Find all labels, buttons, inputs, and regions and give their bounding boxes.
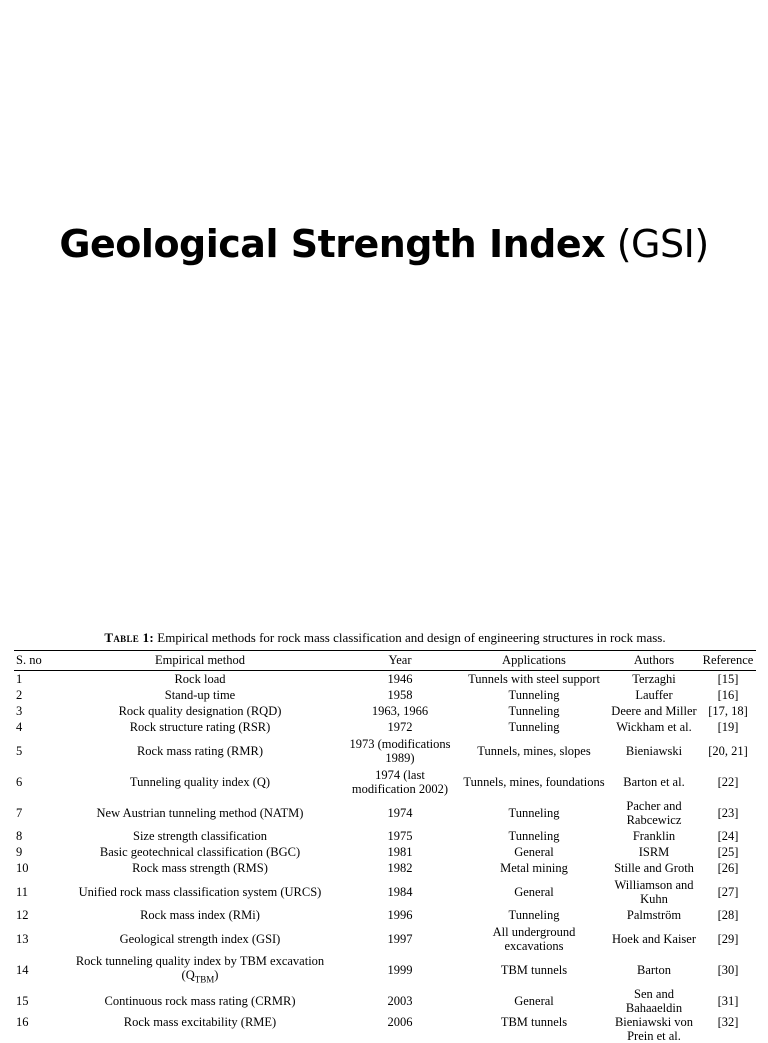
cell-reference: [25] xyxy=(717,845,739,859)
cell-sno: 4 xyxy=(16,720,23,734)
table-row xyxy=(14,797,756,828)
cell-year: 1972 xyxy=(387,720,413,734)
table-row xyxy=(14,703,756,719)
table-row xyxy=(14,954,756,987)
cell-year: 1963, 1966 xyxy=(371,704,429,718)
cell-authors: Franklin xyxy=(632,829,676,843)
cell-year: 2006 xyxy=(387,1014,413,1029)
cell-reference: [26] xyxy=(717,861,739,875)
cell-year: 1981 xyxy=(387,845,413,859)
slide-title-bold: Geological Strength Index xyxy=(59,222,606,266)
cell-sno: 12 xyxy=(16,908,29,922)
cell-reference: [32] xyxy=(717,1014,739,1029)
cell-method: Rock structure rating (RSR) xyxy=(129,720,271,734)
cell-reference: [22] xyxy=(717,774,739,789)
cell-applications: Tunneling xyxy=(508,805,560,820)
cell-applications: Tunneling xyxy=(508,829,560,843)
cell-year: 1958 xyxy=(387,688,413,702)
cell-year: 1999 xyxy=(387,963,413,978)
cell-sno: 14 xyxy=(16,963,29,978)
methods-table xyxy=(14,650,756,1043)
cell-reference: [29] xyxy=(717,931,739,946)
cell-method: Rock load xyxy=(174,672,226,686)
cell-sno: 16 xyxy=(16,1014,29,1029)
table-row xyxy=(14,687,756,703)
table-row xyxy=(14,876,756,907)
cell-authors: Palmström xyxy=(626,908,682,922)
cell-authors: Pacher and Rabcewicz xyxy=(626,798,682,827)
header-year: Year xyxy=(340,651,460,671)
slide-title-acronym: (GSI) xyxy=(616,222,709,266)
cell-sno: 13 xyxy=(16,931,29,946)
cell-sno: 2 xyxy=(16,688,23,702)
cell-year: 2003 xyxy=(387,993,413,1008)
cell-year: 1982 xyxy=(387,861,413,875)
cell-reference: [28] xyxy=(717,908,739,922)
cell-method: Stand-up time xyxy=(164,688,236,702)
table-body xyxy=(14,671,756,1043)
cell-year: 1974 (last modification 2002) xyxy=(351,767,449,796)
cell-reference: [19] xyxy=(717,720,739,734)
cell-year: 1973 (modifications 1989) xyxy=(349,736,451,765)
cell-reference: [20, 21] xyxy=(708,743,748,758)
cell-applications: Tunnels, mines, slopes xyxy=(477,743,591,758)
cell-method: Rock mass strength (RMS) xyxy=(132,861,268,875)
cell-reference: [23] xyxy=(717,805,739,820)
cell-authors: Bieniawski xyxy=(625,743,683,758)
table-row xyxy=(14,719,756,735)
slide-title xyxy=(0,218,768,270)
cell-year: 1946 xyxy=(387,672,413,686)
cell-sno: 1 xyxy=(16,672,23,686)
cell-applications: All underground excavations xyxy=(492,924,576,953)
cell-sno: 15 xyxy=(16,993,29,1008)
cell-method: Rock quality designation (RQD) xyxy=(118,704,282,718)
cell-reference: [16] xyxy=(717,688,739,702)
method-text: Rock tunneling quality index by TBM excavation (Q xyxy=(75,954,325,982)
table-row xyxy=(14,671,756,688)
cell-applications: General xyxy=(514,845,554,859)
cell-sno: 9 xyxy=(16,845,23,859)
cell-authors: Williamson and Kuhn xyxy=(614,877,694,906)
cell-year: 1997 xyxy=(387,931,413,946)
table-row xyxy=(14,860,756,876)
cell-method: New Austrian tunneling method (NATM) xyxy=(96,805,304,820)
cell-applications: Tunneling xyxy=(508,704,560,718)
method-subscript: TBM xyxy=(194,974,215,985)
header-reference: Reference xyxy=(700,651,756,671)
table-caption-text: Empirical methods for rock mass classification and design of engineering structures in rock mass. xyxy=(157,630,666,645)
cell-sno: 11 xyxy=(16,884,29,899)
header-method: Empirical method xyxy=(60,651,340,671)
table-row xyxy=(14,844,756,860)
cell-sno: 7 xyxy=(16,805,23,820)
cell-authors: Wickham et al. xyxy=(616,720,692,734)
header-authors: Authors xyxy=(608,651,700,671)
header-sno: S. no xyxy=(14,651,60,671)
cell-method: Geological strength index (GSI) xyxy=(119,931,281,946)
cell-reference: [27] xyxy=(717,884,739,899)
cell-reference: [24] xyxy=(717,829,739,843)
table-row xyxy=(14,828,756,844)
cell-sno: 10 xyxy=(16,861,29,875)
cell-reference: [30] xyxy=(717,963,739,978)
cell-reference: [15] xyxy=(717,672,739,686)
cell-authors: Deere and Miller xyxy=(611,704,697,718)
table-row xyxy=(14,766,756,797)
cell-sno: 5 xyxy=(16,743,23,758)
cell-year: 1996 xyxy=(387,908,413,922)
cell-applications: Metal mining xyxy=(500,861,568,875)
table-row xyxy=(14,907,756,923)
cell-authors: Stille and Groth xyxy=(614,861,694,875)
cell-year: 1974 xyxy=(387,805,413,820)
cell-authors: Lauffer xyxy=(635,688,673,702)
cell-method: Tunneling quality index (Q) xyxy=(129,774,271,789)
cell-applications: Tunneling xyxy=(508,720,560,734)
table-caption-label: Table 1: xyxy=(104,630,155,645)
cell-method: Size strength classification xyxy=(133,829,267,843)
cell-sno: 3 xyxy=(16,704,23,718)
header-applications: Applications xyxy=(460,651,608,671)
table-row xyxy=(14,735,756,766)
cell-applications: TBM tunnels xyxy=(500,1014,568,1029)
cell-method: Unified rock mass classification system (URCS) xyxy=(78,884,322,899)
cell-authors: Hoek and Kaiser xyxy=(612,931,696,946)
cell-method: Rock mass excitability (RME) xyxy=(123,1014,277,1029)
cell-applications: Tunneling xyxy=(508,908,560,922)
cell-authors: Bieniawski von Prein et al. xyxy=(614,1014,694,1043)
cell-applications: Tunneling xyxy=(508,688,560,702)
table-row xyxy=(14,923,756,954)
cell-applications: General xyxy=(514,884,554,899)
cell-authors: Sen and Bahaaeldin xyxy=(625,986,683,1015)
cell-applications: TBM tunnels xyxy=(500,963,568,978)
cell-applications: Tunnels, mines, foundations xyxy=(463,774,605,789)
cell-method: Rock mass index (RMi) xyxy=(140,908,260,922)
cell-reference: [17, 18] xyxy=(708,704,748,718)
cell-authors: Barton et al. xyxy=(623,774,685,789)
cell-method: Basic geotechnical classification (BGC) xyxy=(99,845,301,859)
cell-sno: 8 xyxy=(16,829,23,843)
table-header-row xyxy=(14,651,756,671)
cell-reference: [31] xyxy=(717,993,739,1008)
cell-applications: General xyxy=(514,993,554,1008)
cell-authors: Terzaghi xyxy=(632,672,676,686)
method-text-tail: ) xyxy=(214,968,219,982)
cell-authors: Barton xyxy=(636,963,672,978)
cell-year: 1975 xyxy=(387,829,413,843)
cell-year: 1984 xyxy=(387,884,413,899)
cell-applications: Tunnels with steel support xyxy=(468,672,600,686)
cell-method xyxy=(60,954,340,987)
table-caption xyxy=(14,628,756,648)
table-row xyxy=(14,1015,756,1043)
table-figure xyxy=(14,628,756,1043)
cell-authors: ISRM xyxy=(638,845,670,859)
cell-method: Continuous rock mass rating (CRMR) xyxy=(104,993,296,1008)
cell-method: Rock mass rating (RMR) xyxy=(136,743,264,758)
table-row xyxy=(14,987,756,1015)
cell-sno: 6 xyxy=(16,774,23,789)
